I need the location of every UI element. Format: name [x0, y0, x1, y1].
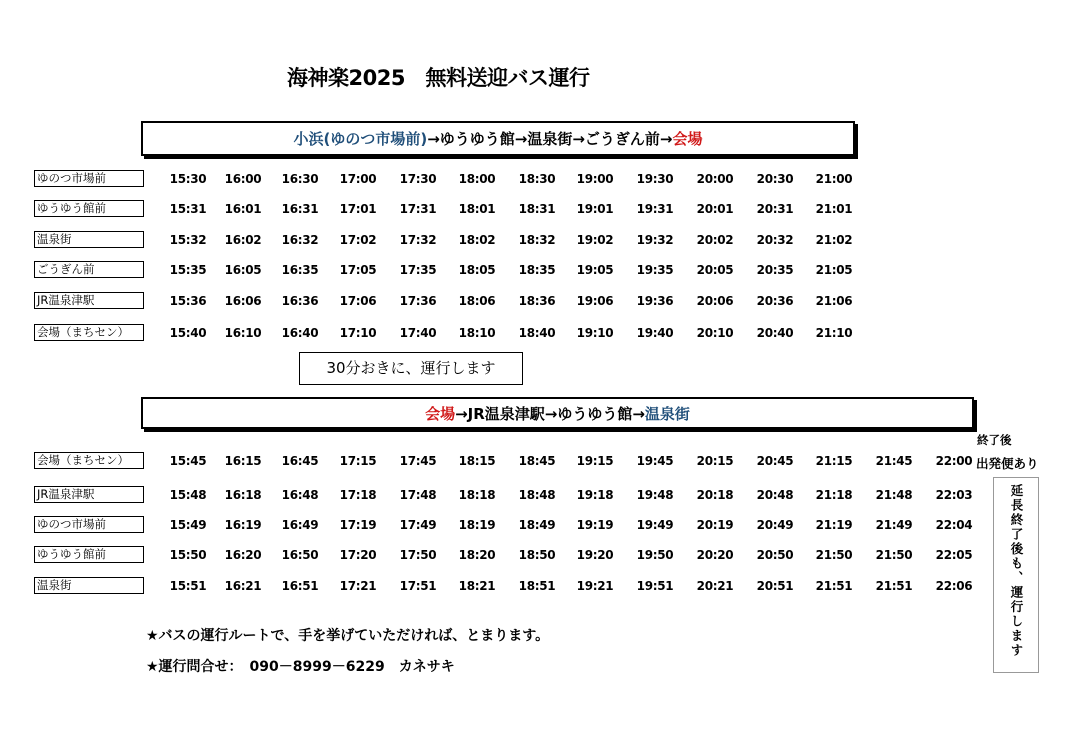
- departure-time: 21:49: [875, 518, 913, 532]
- stop-label: 会場（まちセン）: [34, 452, 144, 469]
- departure-time: 18:10: [458, 326, 496, 340]
- page-title: 海神楽2025 無料送迎バス運行: [287, 66, 590, 90]
- departure-time: 22:03: [935, 488, 973, 502]
- departure-time: 15:40: [169, 326, 207, 340]
- departure-time: 18:35: [518, 263, 556, 277]
- departure-time: 21:18: [815, 488, 853, 502]
- departure-time: 20:40: [756, 326, 794, 340]
- departure-time: 20:19: [696, 518, 734, 532]
- departure-time: 21:15: [815, 454, 853, 468]
- departure-time: 22:04: [935, 518, 973, 532]
- departure-time: 18:00: [458, 172, 496, 186]
- departure-time: 20:51: [756, 579, 794, 593]
- departure-time: 18:31: [518, 202, 556, 216]
- departure-time: 17:02: [339, 233, 377, 247]
- departure-time: 17:49: [399, 518, 437, 532]
- departure-time: 16:31: [281, 202, 319, 216]
- departure-time: 16:05: [224, 263, 262, 277]
- departure-time: 20:35: [756, 263, 794, 277]
- departure-time: 19:51: [636, 579, 674, 593]
- stop-label: ゆのつ市場前: [34, 170, 144, 187]
- departure-time: 19:05: [576, 263, 614, 277]
- departure-time: 18:48: [518, 488, 556, 502]
- departure-time: 18:02: [458, 233, 496, 247]
- departure-time: 19:01: [576, 202, 614, 216]
- departure-time: 20:06: [696, 294, 734, 308]
- departure-time: 15:45: [169, 454, 207, 468]
- departure-time: 20:02: [696, 233, 734, 247]
- departure-time: 16:19: [224, 518, 262, 532]
- route-1-header-segment: →ゆうゆう館→温泉街→ごうぎん前→: [427, 130, 673, 148]
- departure-time: 22:05: [935, 548, 973, 562]
- departure-time: 18:45: [518, 454, 556, 468]
- departure-time: 18:50: [518, 548, 556, 562]
- departure-time: 20:45: [756, 454, 794, 468]
- departure-time: 18:21: [458, 579, 496, 593]
- departure-time: 17:00: [339, 172, 377, 186]
- departure-time: 17:01: [339, 202, 377, 216]
- departure-time: 20:20: [696, 548, 734, 562]
- departure-time: 16:00: [224, 172, 262, 186]
- departure-time: 17:05: [339, 263, 377, 277]
- stop-label: 温泉街: [34, 577, 144, 594]
- departure-time: 19:31: [636, 202, 674, 216]
- departure-time: 16:40: [281, 326, 319, 340]
- stop-label: ゆうゆう館前: [34, 200, 144, 217]
- departure-time: 16:49: [281, 518, 319, 532]
- departure-time: 17:32: [399, 233, 437, 247]
- departure-time: 16:20: [224, 548, 262, 562]
- stop-label: ゆうゆう館前: [34, 546, 144, 563]
- departure-time: 16:35: [281, 263, 319, 277]
- departure-time: 21:06: [815, 294, 853, 308]
- departure-time: 17:45: [399, 454, 437, 468]
- departure-time: 16:45: [281, 454, 319, 468]
- departure-time: 17:30: [399, 172, 437, 186]
- departure-time: 17:40: [399, 326, 437, 340]
- departure-time: 18:15: [458, 454, 496, 468]
- departure-time: 17:18: [339, 488, 377, 502]
- departure-time: 18:51: [518, 579, 556, 593]
- extension-note-text: 延長終了後も、運行します: [1009, 484, 1024, 658]
- departure-time: 17:21: [339, 579, 377, 593]
- departure-time: 15:35: [169, 263, 207, 277]
- after-end-label: 終了後: [977, 433, 1012, 447]
- departure-time: 21:50: [875, 548, 913, 562]
- departure-time: 15:32: [169, 233, 207, 247]
- departure-time: 20:05: [696, 263, 734, 277]
- departure-time: 16:30: [281, 172, 319, 186]
- departure-time: 21:51: [875, 579, 913, 593]
- departure-time: 16:51: [281, 579, 319, 593]
- departure-time: 20:31: [756, 202, 794, 216]
- departure-time: 19:45: [636, 454, 674, 468]
- departure-time: 17:35: [399, 263, 437, 277]
- departure-time: 18:01: [458, 202, 496, 216]
- departure-time: 16:21: [224, 579, 262, 593]
- departure-time: 16:02: [224, 233, 262, 247]
- departure-time: 15:48: [169, 488, 207, 502]
- departure-time: 17:19: [339, 518, 377, 532]
- departure-time: 18:40: [518, 326, 556, 340]
- departure-time: 21:50: [815, 548, 853, 562]
- departure-time: 21:00: [815, 172, 853, 186]
- departure-time: 19:36: [636, 294, 674, 308]
- departure-time: 17:31: [399, 202, 437, 216]
- departure-time: 21:45: [875, 454, 913, 468]
- interval-note: 30分おきに、運行します: [299, 352, 523, 385]
- departure-time: 16:15: [224, 454, 262, 468]
- departure-time: 20:32: [756, 233, 794, 247]
- stop-label: ごうぎん前: [34, 261, 144, 278]
- departure-time: 20:21: [696, 579, 734, 593]
- departure-time: 19:10: [576, 326, 614, 340]
- departure-time: 20:18: [696, 488, 734, 502]
- departure-time: 18:36: [518, 294, 556, 308]
- departure-time: 21:51: [815, 579, 853, 593]
- departure-time: 19:49: [636, 518, 674, 532]
- departure-time: 19:32: [636, 233, 674, 247]
- departure-time: 17:50: [399, 548, 437, 562]
- departure-time: 21:01: [815, 202, 853, 216]
- departure-time: 20:30: [756, 172, 794, 186]
- departure-time: 21:19: [815, 518, 853, 532]
- departure-time: 19:40: [636, 326, 674, 340]
- stop-label: 会場（まちセン）: [34, 324, 144, 341]
- departure-time: 18:30: [518, 172, 556, 186]
- departure-time: 19:19: [576, 518, 614, 532]
- departure-time: 19:15: [576, 454, 614, 468]
- departure-time: 20:36: [756, 294, 794, 308]
- departure-time: 15:51: [169, 579, 207, 593]
- departure-time: 20:10: [696, 326, 734, 340]
- stop-label: 温泉街: [34, 231, 144, 248]
- departure-time: 22:00: [935, 454, 973, 468]
- departure-time: 21:10: [815, 326, 853, 340]
- departure-time: 16:01: [224, 202, 262, 216]
- departure-time: 16:50: [281, 548, 319, 562]
- departure-time: 18:19: [458, 518, 496, 532]
- departure-time: 20:48: [756, 488, 794, 502]
- departure-time: 21:48: [875, 488, 913, 502]
- departure-time: 15:31: [169, 202, 207, 216]
- departure-time: 19:02: [576, 233, 614, 247]
- route-2-header-segment: 会場: [425, 404, 456, 423]
- departure-time: 18:05: [458, 263, 496, 277]
- route-2-header: [141, 397, 974, 429]
- departure-time: 19:35: [636, 263, 674, 277]
- departure-time: 19:20: [576, 548, 614, 562]
- departure-time: 20:49: [756, 518, 794, 532]
- departure-time: 17:20: [339, 548, 377, 562]
- extension-note: [993, 477, 1039, 673]
- departure-time: 18:18: [458, 488, 496, 502]
- departure-time: 19:21: [576, 579, 614, 593]
- stop-label: JR温泉津駅: [34, 486, 144, 503]
- departure-time: 21:05: [815, 263, 853, 277]
- departure-time: 19:18: [576, 488, 614, 502]
- departure-time: 17:51: [399, 579, 437, 593]
- departure-time: 15:30: [169, 172, 207, 186]
- departure-time: 19:30: [636, 172, 674, 186]
- departure-time: 19:00: [576, 172, 614, 186]
- departure-time: 17:06: [339, 294, 377, 308]
- departure-time: 18:06: [458, 294, 496, 308]
- departure-time: 18:32: [518, 233, 556, 247]
- route-1-header-segment: 会場: [672, 130, 703, 148]
- route-1-header-segment: 小浜(ゆのつ市場前): [293, 130, 428, 148]
- departure-time: 20:00: [696, 172, 734, 186]
- departure-time: 18:20: [458, 548, 496, 562]
- departure-time: 16:18: [224, 488, 262, 502]
- departure-time: 16:48: [281, 488, 319, 502]
- footer-contact: ★運行問合せ： 090－8999－6229 カネサキ: [146, 659, 455, 675]
- extra-service-label: 出発便あり: [976, 456, 1039, 471]
- departure-time: 20:50: [756, 548, 794, 562]
- departure-time: 17:48: [399, 488, 437, 502]
- departure-time: 19:06: [576, 294, 614, 308]
- departure-time: 19:48: [636, 488, 674, 502]
- departure-time: 16:36: [281, 294, 319, 308]
- departure-time: 20:15: [696, 454, 734, 468]
- departure-time: 16:32: [281, 233, 319, 247]
- stop-label: ゆのつ市場前: [34, 516, 144, 533]
- departure-time: 17:10: [339, 326, 377, 340]
- departure-time: 16:06: [224, 294, 262, 308]
- departure-time: 20:01: [696, 202, 734, 216]
- departure-time: 15:49: [169, 518, 207, 532]
- departure-time: 21:02: [815, 233, 853, 247]
- departure-time: 16:10: [224, 326, 262, 340]
- departure-time: 19:50: [636, 548, 674, 562]
- departure-time: 17:36: [399, 294, 437, 308]
- route-2-header-segment: →JR温泉津駅→ゆうゆう館→: [455, 404, 645, 423]
- departure-time: 18:49: [518, 518, 556, 532]
- footer-stop-note: ★バスの運行ルートで、手を挙げていただければ、とまります。: [146, 628, 550, 644]
- route-1-header: [141, 121, 855, 156]
- departure-time: 15:50: [169, 548, 207, 562]
- departure-time: 15:36: [169, 294, 207, 308]
- route-2-header-segment: 温泉街: [644, 404, 690, 423]
- departure-time: 22:06: [935, 579, 973, 593]
- stop-label: JR温泉津駅: [34, 292, 144, 309]
- departure-time: 17:15: [339, 454, 377, 468]
